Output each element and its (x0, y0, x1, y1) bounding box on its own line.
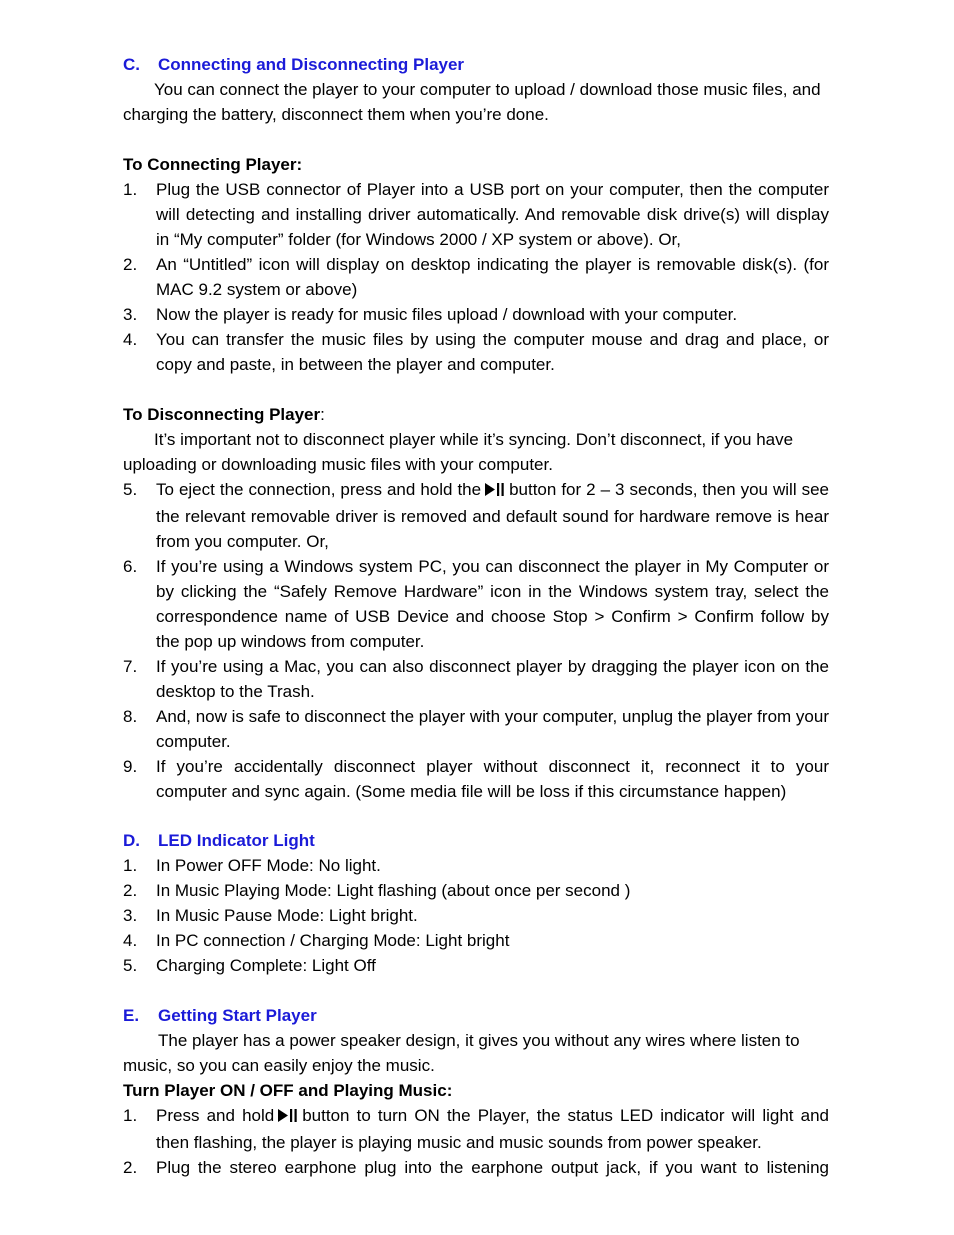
section-e-title: Getting Start Player (158, 1006, 317, 1025)
disconnect-heading-colon: : (320, 405, 325, 424)
list-item-text: Plug the USB connector of Player into a USB port on your computer, then the computer will detecting and installing driver automatically. And removable disk drive(s) will display in “My computer” folder (for Windows 2000 / XP system or above). Or, (156, 180, 829, 249)
play-pause-icon (484, 479, 506, 504)
list-item-text: In PC connection / Charging Mode: Light bright (156, 931, 510, 950)
list-item (123, 252, 829, 302)
list-item (123, 302, 829, 327)
list-item (123, 903, 829, 928)
list-item (123, 654, 829, 704)
section-c-intro: You can connect the player to your computer to upload / download those music files, and charging the battery, disconnect them when you’re done. (123, 80, 821, 124)
list-item-number: 3. (123, 906, 138, 925)
section-e-subheading: Turn Player ON / OFF and Playing Music: (123, 1081, 453, 1100)
list-item-number: 8. (123, 707, 138, 726)
list-item-number: 1. (123, 180, 138, 199)
section-c-heading (123, 52, 829, 77)
list-item-number: 1. (123, 856, 138, 875)
section-d-title: LED Indicator Light (158, 831, 315, 850)
list-item-number: 2. (123, 1158, 138, 1177)
list-item (123, 327, 829, 377)
list-item (123, 704, 829, 754)
list-item-text: Plug the stereo earphone plug into the earphone output jack, if you want to listening (156, 1158, 829, 1177)
disconnect-heading-line (123, 402, 829, 427)
disconnect-list (123, 477, 829, 804)
list-item-number: 4. (123, 330, 138, 349)
document-page (123, 52, 829, 1180)
disconnect-intro: It’s important not to disconnect player while it’s syncing. Don’t disconnect, if you have uploading or downloading music files with your computer. (123, 430, 794, 474)
list-item-text: If you’re using a Mac, you can also disconnect player by dragging the player icon on the desktop to the Trash. (156, 657, 829, 701)
item5-text-after: button for 2 – 3 seconds, then you will see the relevant removable driver is removed and default sound for hardware remove is hear from you computer. Or, (156, 480, 829, 551)
list-item (123, 1155, 829, 1180)
list-item-number: 1. (123, 1106, 138, 1125)
play-list (123, 1103, 829, 1180)
play-pause-icon (277, 1105, 299, 1130)
list-item-number: 2. (123, 255, 138, 274)
section-e-heading (123, 1003, 829, 1028)
list-item (123, 853, 829, 878)
list-item-text: Charging Complete: Light Off (156, 956, 376, 975)
disconnect-heading: To Disconnecting Player (123, 405, 321, 424)
list-item-text: An “Untitled” icon will display on desktop indicating the player is removable disk(s). (for MAC 9.2 system or above) (156, 255, 829, 299)
item1-text-after: button to turn ON the Player, the status LED indicator will light and then flashing, the player is playing music and music sounds from power speaker. (156, 1106, 830, 1152)
section-d-letter: D. (123, 831, 140, 850)
led-list (123, 853, 829, 978)
list-item-number: 6. (123, 557, 138, 576)
list-item-text: Now the player is ready for music files upload / download with your computer. (156, 305, 738, 324)
section-e-letter: E. (123, 1006, 140, 1025)
list-item (123, 177, 829, 252)
list-item-text: You can transfer the music files by using the computer mouse and drag and place, or copy and paste, in between the player and computer. (156, 330, 829, 374)
section-d-heading (123, 828, 829, 853)
section-c-letter: C. (123, 55, 140, 74)
list-item-text: If you’re using a Windows system PC, you can disconnect the player in My Computer or by clicking the “Safely Remove Hardware” icon in the Windows system tray, select the correspondence name of USB Device and choose Stop > Confirm > Confirm follow by the pop up windows from computer. (156, 557, 829, 651)
item5-text-before: To eject the connection, press and hold the (156, 480, 482, 499)
list-item-number: 5. (123, 480, 138, 499)
list-item-text: In Music Playing Mode: Light flashing (about once per second ) (156, 881, 631, 900)
list-item (123, 953, 829, 978)
list-item-text: And, now is safe to disconnect the player with your computer, unplug the player from your computer. (156, 707, 829, 751)
connect-list (123, 177, 829, 377)
section-e-intro: The player has a power speaker design, it gives you without any wires where listen to music, so you can easily enjoy the music. (123, 1031, 800, 1075)
list-item (123, 1103, 829, 1155)
list-item-number: 2. (123, 881, 138, 900)
connect-heading: To Connecting Player: (123, 155, 303, 174)
list-item-text (156, 477, 829, 554)
list-item-number: 7. (123, 657, 138, 676)
list-item-number: 5. (123, 956, 138, 975)
section-c-title: Connecting and Disconnecting Player (158, 55, 465, 74)
list-item (123, 878, 829, 903)
list-item-number: 9. (123, 757, 138, 776)
list-item-text (156, 1103, 829, 1155)
list-item (123, 928, 829, 953)
list-item-text: In Power OFF Mode: No light. (156, 856, 381, 875)
list-item-number: 4. (123, 931, 138, 950)
list-item (123, 754, 829, 804)
list-item (123, 477, 829, 554)
list-item (123, 554, 829, 654)
list-item-number: 3. (123, 305, 138, 324)
item1-text-before: Press and hold (156, 1106, 275, 1125)
list-item-text: If you’re accidentally disconnect player without disconnect it, reconnect it to your computer and sync again. (Some media file will be loss if this circumstance happen) (156, 757, 829, 801)
list-item-text: In Music Pause Mode: Light bright. (156, 906, 418, 925)
